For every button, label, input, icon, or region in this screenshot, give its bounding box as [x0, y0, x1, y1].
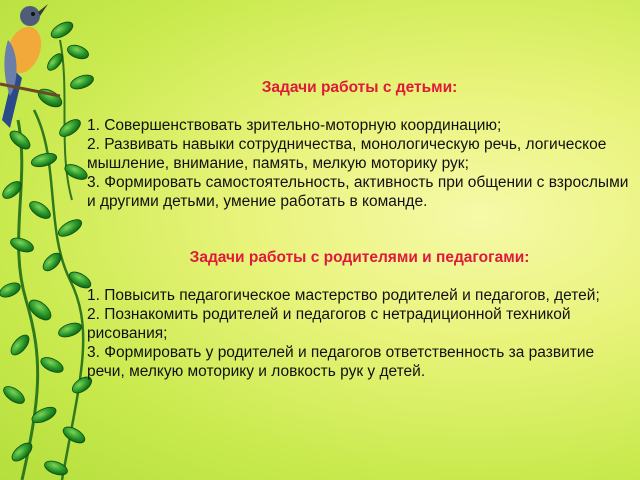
parents-task-item-2: 2. Познакомить родителей и педагогов с нетрадиционной техникой рисования; — [87, 306, 571, 342]
children-task-item-3: 3. Формировать самостоятельность, активность при общении с взрослыми и другими детьми, умение работать в команде. — [87, 174, 629, 210]
parents-task-item-3: 3. Формировать у родителей и педагогов ответственность за развитие речи, мелкую моторику и ловкость рук у детей. — [87, 344, 595, 380]
parents-tasks-section — [87, 248, 632, 381]
parents-task-item-1: 1. Повысить педагогическое мастерство родителей и педагогов, детей; — [87, 287, 600, 304]
children-task-item-1: 1. Совершенствовать зрительно-моторную координацию; — [87, 117, 502, 134]
children-tasks-section — [87, 78, 632, 211]
children-task-item-2: 2. Развивать навыки сотрудничества, монологическую речь, логическое мышление, внимание, память, мелкую моторику рук; — [87, 136, 607, 172]
parents-tasks-heading: Задачи работы с родителями и педагогами: — [189, 249, 530, 266]
children-tasks-heading: Задачи работы с детьми: — [261, 79, 458, 96]
